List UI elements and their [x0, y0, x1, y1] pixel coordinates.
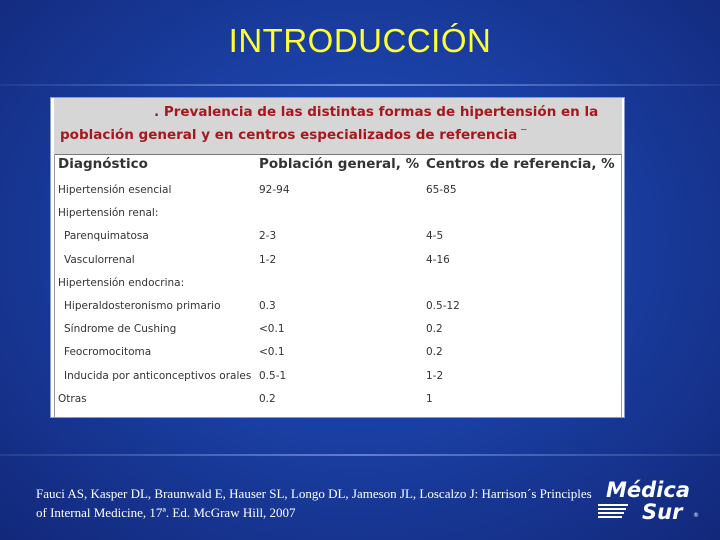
table-row — [54, 180, 622, 202]
table-caption-line-2: población general y en centros especializados de referencia — [60, 127, 518, 143]
cell-diagnosis: Parenquimatosa — [64, 230, 149, 243]
cell-referral-centers: 0.2 — [426, 346, 443, 359]
cell-referral-centers: 4-16 — [426, 253, 450, 266]
cell-diagnosis: Inducida por anticonceptivos orales — [64, 369, 252, 382]
cell-diagnosis: Feocromocitoma — [64, 346, 152, 359]
cell-general-population: 0.5-1 — [259, 369, 287, 382]
cell-referral-centers: 4-5 — [426, 230, 444, 243]
cell-diagnosis: Síndrome de Cushing — [64, 323, 177, 336]
table-row — [54, 389, 622, 411]
table-row — [54, 226, 622, 248]
table-row — [54, 342, 622, 364]
cell-diagnosis: Otras — [58, 392, 87, 405]
cell-referral-centers: 1 — [426, 392, 433, 405]
title-divider — [0, 84, 720, 86]
cell-general-population: 0.3 — [259, 300, 276, 312]
prevalence-table — [50, 97, 625, 418]
cell-diagnosis: Hiperaldosteronismo primario — [64, 300, 221, 312]
logo-word-2: Sur — [642, 500, 683, 522]
logo-registered-mark: ® — [693, 512, 699, 519]
header-general-population: Población general, % — [259, 156, 420, 172]
logo-word-1: Médica — [606, 478, 690, 502]
logo-stripes — [598, 504, 628, 518]
citation-line-1: Fauci AS, Kasper DL, Braunwald E, Hauser SL, Longo DL, Jameson JL, Loscalzo J: Harrison´s Principles — [36, 486, 592, 501]
citation — [36, 484, 636, 522]
table-row — [54, 250, 622, 272]
slide-title: INTRODUCCIÓN — [228, 22, 492, 59]
cell-referral-centers: 65-85 — [426, 184, 457, 196]
medica-sur-logo — [598, 478, 702, 522]
table-row — [54, 296, 622, 318]
table-row — [54, 319, 622, 341]
table-caption-line-1: . Prevalencia de las distintas formas de hipertensión en la — [154, 104, 599, 120]
cell-general-population: 1-2 — [259, 253, 277, 266]
cell-referral-centers: 0.2 — [426, 323, 443, 336]
table-row — [54, 273, 622, 295]
cell-general-population: 92-94 — [259, 184, 290, 196]
header-referral-centers: Centros de referencia, % — [426, 156, 615, 172]
cell-general-population: 2-3 — [259, 230, 277, 243]
header-divider — [54, 154, 622, 155]
cell-diagnosis: Hipertensión renal: — [58, 207, 159, 220]
footer-divider — [0, 454, 720, 456]
cell-general-population: <0.1 — [259, 346, 285, 359]
cell-general-population: 0.2 — [259, 392, 276, 405]
table-row — [54, 203, 622, 225]
header-diagnosis: Diagnóstico — [58, 156, 148, 172]
table-row — [54, 366, 622, 388]
cell-diagnosis: Hipertensión esencial — [58, 184, 172, 196]
caption-mark: – — [520, 121, 527, 137]
citation-line-2: of Internal Medicine, 17ª. Ed. McGraw Hill, 2007 — [36, 505, 296, 520]
table-caption — [54, 98, 622, 154]
cell-referral-centers: 1-2 — [426, 369, 444, 382]
cell-referral-centers: 0.5-12 — [426, 300, 460, 312]
cell-diagnosis: Vasculorrenal — [64, 253, 135, 266]
cell-general-population: <0.1 — [259, 323, 285, 336]
cell-diagnosis: Hipertensión endocrina: — [58, 276, 185, 289]
